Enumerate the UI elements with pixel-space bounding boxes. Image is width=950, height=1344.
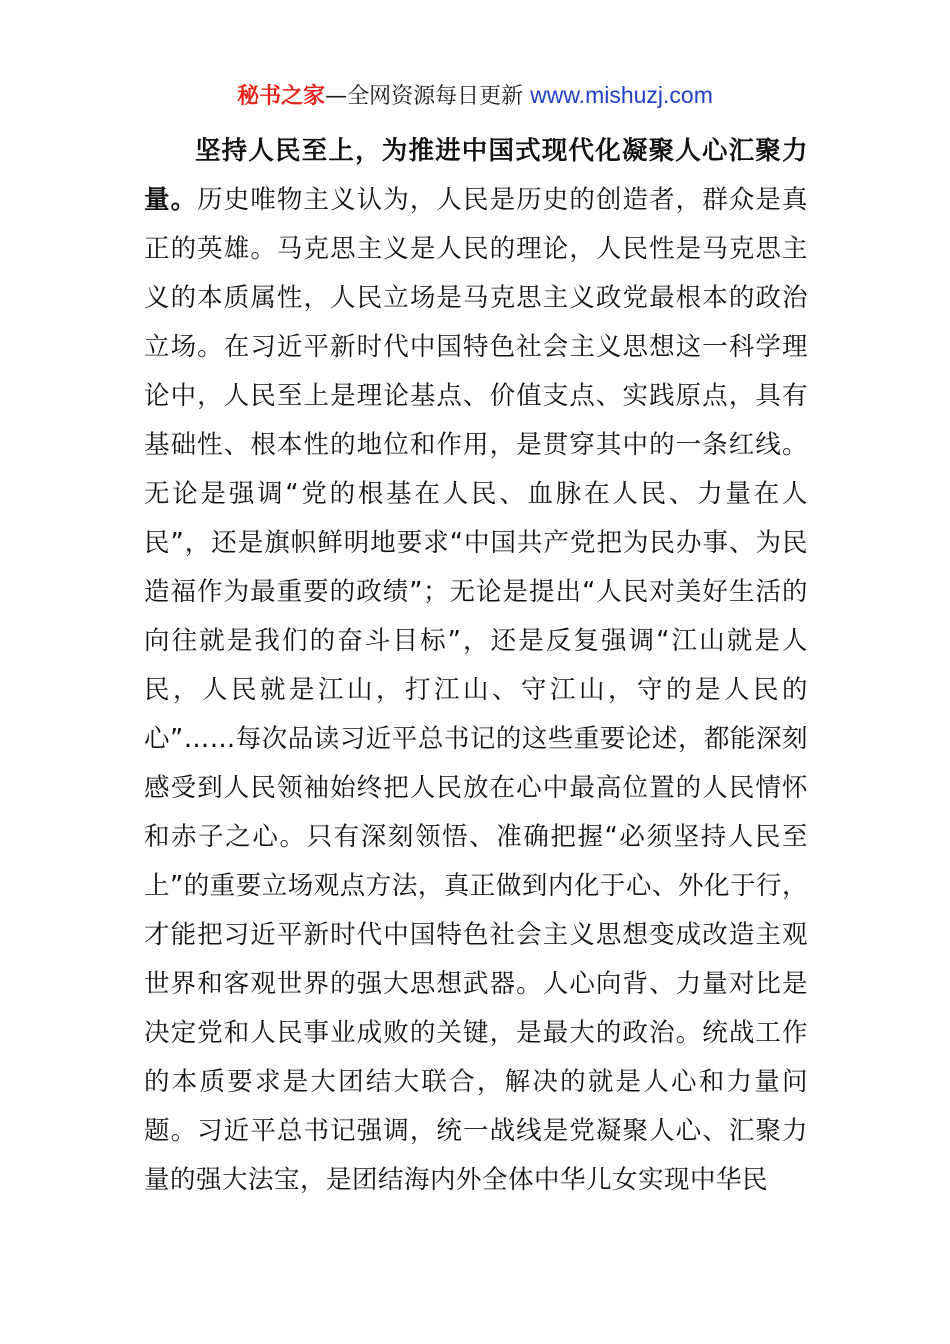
article-paragraph: [144, 127, 808, 1205]
paragraph-body-text: 历史唯物主义认为，人民是历史的创造者，群众是真正的英雄。马克思主义是人民的理论，人民性是马克思主义的本质属性，人民立场是马克思主义政党最根本的政治立场。在习近平新时代中国特色社会主义思想这一科学理论中，人民至上是理论基点、价值支点、实践原点，具有基础性、根本性的地位和作用，是贯穿其中的一条红线。无论是强调“党的根基在人民、血脉在人民、力量在人民”，还是旗帜鲜明地要求“中国共产党把为民办事、为民造福作为最重要的政绩”；无论是提出“人民对美好生活的向往就是我们的奋斗目标”，还是反复强调“江山就是人民，人民就是江山，打江山、守江山，守的是人民的心”……每次品读习近平总书记的这些重要论述，都能深刻感受到人民领袖始终把人民放在心中最高位置的人民情怀和赤子之心。只有深刻领悟、准确把握“必须坚持人民至上”的重要立场观点方法，真正做到内化于心、外化于行，才能把习近平新时代中国特色社会主义思想变成改造主观世界和客观世界的强大思想武器。人心向背、力量对比是决定党和人民事业成败的关键，是最大的政治。统战工作的本质要求是大团结大联合，解决的就是人心和力量问题。习近平总书记强调，统一战线是党凝聚人心、汇聚力量的强大法宝，是团结海内外全体中华儿女实现中华民: [144, 185, 808, 1195]
brand-name: 秘书之家: [237, 84, 326, 109]
paragraph-lead-heading: 坚持人民至上，为推进中国式现代化凝聚人心汇聚力量。: [144, 136, 808, 215]
site-header: [0, 78, 950, 114]
site-url-link[interactable]: www.mishuzj.com: [530, 82, 713, 108]
header-tagline: —全网资源每日更新: [325, 84, 531, 109]
